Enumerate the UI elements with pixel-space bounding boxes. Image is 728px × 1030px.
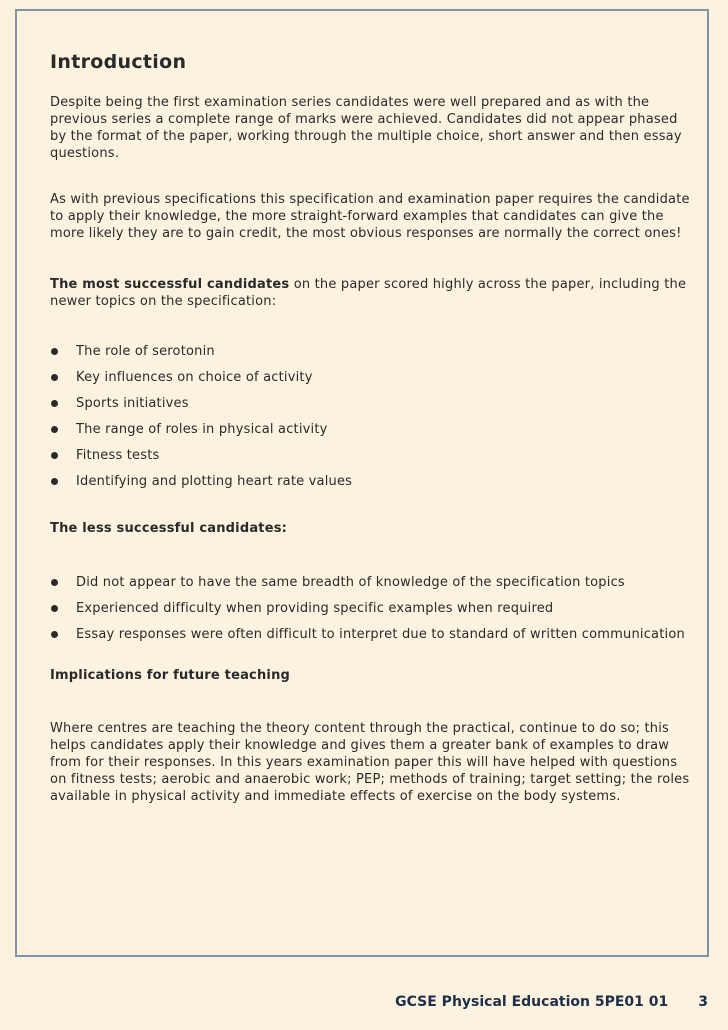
- successful-candidates-text: on the paper scored highly across the paper, including the newer topics on the specification:: [50, 277, 687, 309]
- list-item: [50, 421, 690, 438]
- bullet-icon: [51, 374, 58, 381]
- list-item: [50, 343, 690, 360]
- document-body: [50, 50, 690, 805]
- successful-topics-list: [50, 343, 690, 490]
- footer-title: GCSE Physical Education 5PE01 01: [395, 994, 669, 1010]
- less-successful-heading: The less successful candidates:: [50, 521, 288, 536]
- page-number: 3: [698, 994, 708, 1010]
- list-item: [50, 369, 690, 386]
- bullet-icon: [51, 426, 58, 433]
- list-item-text: Did not appear to have the same breadth of knowledge of the specification topics: [76, 575, 625, 590]
- intro-paragraph-1: Despite being the first examination series candidates were well prepared and as with the previous series a complete range of marks were achieved. Candidates did not appear phased by the format of the paper, working through the multiple choice, short answer and then essay questions.: [50, 95, 682, 161]
- page-title: Introduction: [50, 51, 187, 73]
- bullet-icon: [51, 631, 58, 638]
- list-item: [50, 447, 690, 464]
- list-item-text: The range of roles in physical activity: [76, 422, 328, 437]
- list-item: [50, 600, 690, 617]
- intro-paragraph-2: As with previous specifications this specification and examination paper requires the candidate to apply their knowledge, the more straight-forward examples that candidates can give the more likely they are to gain credit, the most obvious responses are normally the correct ones!: [50, 192, 690, 241]
- implications-heading: Implications for future teaching: [50, 668, 291, 683]
- list-item: [50, 574, 690, 591]
- list-item: [50, 473, 690, 490]
- bullet-icon: [51, 400, 58, 407]
- list-item-text: The role of serotonin: [76, 344, 215, 359]
- successful-candidates-paragraph: [50, 276, 690, 310]
- list-item-text: Sports initiatives: [76, 396, 189, 411]
- list-item-text: Fitness tests: [76, 448, 160, 463]
- successful-candidates-label: The most successful candidates: [50, 277, 290, 292]
- bullet-icon: [51, 579, 58, 586]
- implications-paragraph: Where centres are teaching the theory content through the practical, continue to do so; this helps candidates apply their knowledge and gives them a greater bank of examples to draw from for their responses. In this years examination paper this will have helped with questions on fitness tests; aerobic and anaerobic work; PEP; methods of training; target setting; the roles available in physical activity and immediate effects of exercise on the body systems.: [50, 721, 690, 804]
- list-item-text: Essay responses were often difficult to interpret due to standard of written communication: [76, 627, 685, 642]
- bullet-icon: [51, 348, 58, 355]
- page-footer: [395, 994, 708, 1010]
- list-item: [50, 626, 690, 643]
- list-item-text: Key influences on choice of activity: [76, 370, 313, 385]
- bullet-icon: [51, 605, 58, 612]
- bullet-icon: [51, 452, 58, 459]
- list-item: [50, 395, 690, 412]
- list-item-text: Experienced difficulty when providing specific examples when required: [76, 601, 554, 616]
- bullet-icon: [51, 478, 58, 485]
- list-item-text: Identifying and plotting heart rate values: [76, 474, 353, 489]
- less-successful-list: [50, 574, 690, 643]
